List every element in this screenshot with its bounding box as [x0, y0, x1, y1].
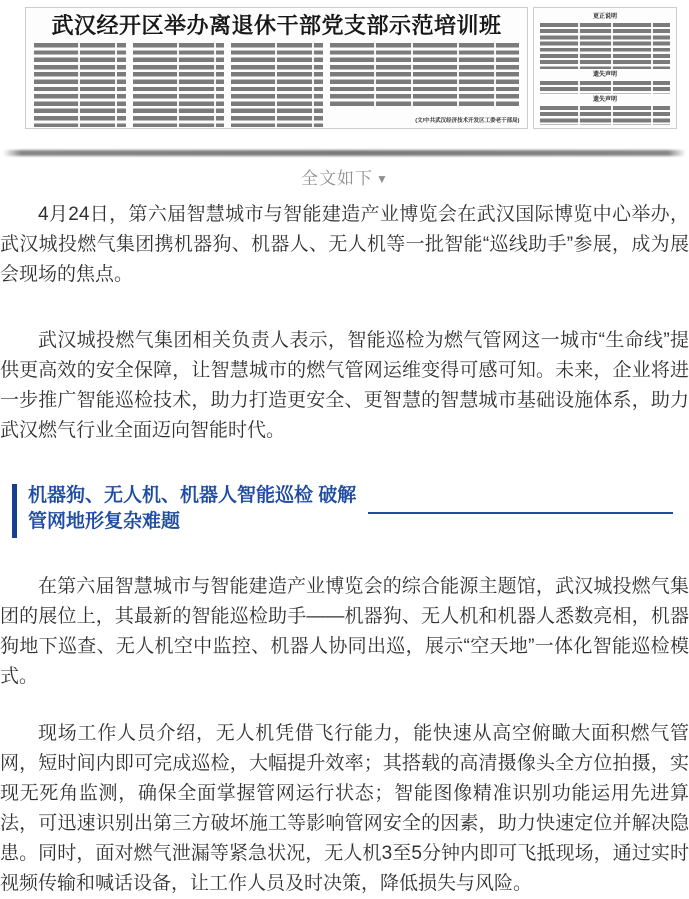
heading-accent-bar [12, 484, 17, 538]
article-paragraph: 在第六届智慧城市与智能建造产业博览会的综合能源主题馆，武汉城投燃气集团的展位上，其最新的智能巡检助手——机器狗、无人机和机器人悉数亮相，机器狗地下巡查、无人机空中监控、机器人协同出巡，展示“空天地”一体化智能巡检模式。 [0, 576, 689, 687]
newsprint-column [330, 43, 519, 127]
notice-title: 遗失声明 [593, 71, 617, 78]
newspaper-main-article [25, 7, 528, 129]
image-bottom-shadow [3, 150, 686, 156]
section-heading [0, 483, 689, 539]
newspaper-columns [34, 43, 519, 127]
article-paragraph: 4月24日，第六届智慧城市与智能建造产业博览会在武汉国际博览中心举办，武汉城投燃气集团携机器狗、机器人、无人机等一批智能“巡线助手”参展，成为展会现场的焦点。 [0, 204, 689, 285]
notice-title: 更正说明 [593, 13, 617, 20]
full-text-label-text: 全文如下 [301, 169, 374, 188]
newspaper-headline: 武汉经开区举办离退休干部党支部示范培训班 [51, 13, 502, 38]
newsprint-column [231, 43, 323, 127]
newsprint-text-lines [540, 23, 670, 69]
newsprint-text-lines [330, 43, 519, 106]
newspaper-notices-column [533, 7, 677, 129]
article-paragraph: 现场工作人员介绍，无人机凭借飞行能力，能快速从高空俯瞰大面积燃气管网，短时间内即可完成巡检，大幅提升效率；其搭载的高清摄像头全方位拍摄，实现无死角监测，确保全面掌握管网运行状态；智能图像精准识别功能运用先进算法，可迅速识别出第三方破坏施工等影响管网安全的因素，助力快速定位并解决隐患。同时，面对燃气泄漏等紧急状况，无人机3至5分钟内即可飞抵现场，通过实时视频传输和喊话设备，让工作人员及时决策，降低损失与风险。 [0, 723, 689, 894]
full-text-label [0, 168, 689, 190]
newsprint-column [133, 43, 225, 127]
newspaper-clipping-image[interactable] [0, 0, 689, 136]
triangle-down-icon: ▼ [376, 172, 388, 186]
section-heading-line1: 机器狗、无人机、机器人智能巡检 破解 [28, 485, 357, 506]
newsprint-text-lines [540, 81, 670, 94]
notice-title: 遗失声明 [593, 96, 617, 103]
section-heading-line2: 管网地形复杂难题 [28, 511, 181, 532]
article-paragraph: 武汉城投燃气集团相关负责人表示，智能巡检为燃气管网这一城市“生命线”提供更高效的安全保障，让智慧城市的燃气管网运维变得可感可知。未来，企业将进一步推广智能巡检技术，助力打造更安全、更智慧的智慧城市基础设施体系，助力武汉燃气行业全面迈向智能时代。 [0, 330, 689, 441]
newsprint-text-lines [540, 106, 670, 125]
newspaper-attribution: (文/中共武汉经济技术开发区工委老干部局) [414, 117, 519, 124]
heading-rule-line [368, 512, 673, 514]
section-heading-text [28, 483, 689, 535]
newsprint-column [34, 43, 126, 127]
